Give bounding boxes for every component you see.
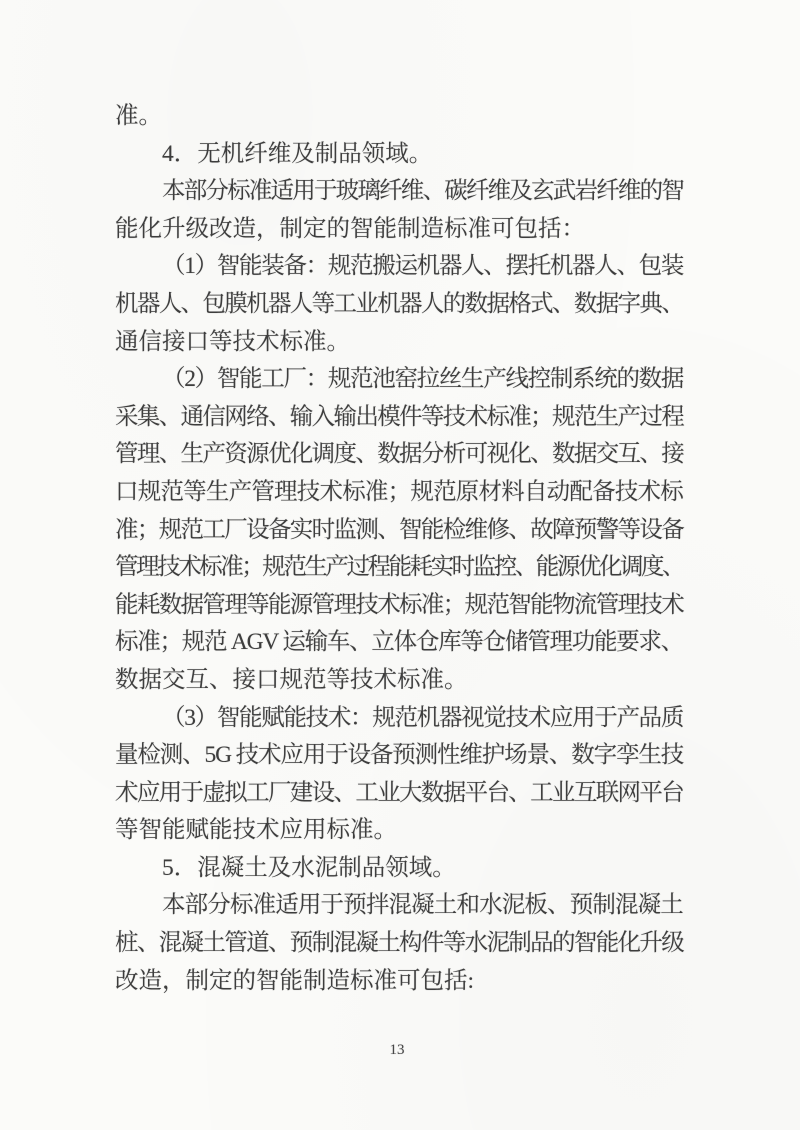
text-line [115,436,683,474]
text-line-content: 准；规范工厂设备实时监测、智能检维修、故障预警等设备 [115,516,684,543]
text-line-content: （3）智能赋能技术：规范机器视觉技术应用于产品质 [162,704,684,731]
text-line [115,963,683,1001]
text-line [115,286,683,324]
text-line [115,812,683,850]
text-line-content: 管理、生产资源优化调度、数据分析可视化、数据交互、接 [115,441,684,468]
text-line [115,361,683,399]
page-number: 13 [389,1042,405,1058]
text-line-content: （1）智能装备：规范搬运机器人、摆托机器人、包装 [162,253,684,280]
text-line [115,98,683,136]
text-line [115,136,683,174]
text-line-content: （2）智能工厂：规范池窑拉丝生产线控制系统的数据 [162,366,684,393]
text-line [115,248,683,286]
text-line-content: 等智能赋能技术应用标准。 [115,817,397,844]
text-line-content: 数据交互、接口规范等技术标准。 [115,666,468,693]
text-line [115,324,683,362]
text-line [115,549,683,587]
text-line [115,925,683,963]
text-line-content: 4．无机纤维及制品领域。 [162,140,433,167]
text-line-content: 能耗数据管理等能源管理技术标准；规范智能物流管理技术 [115,591,684,618]
text-line-content: 本部分标准适用于玻璃纤维、碳纤维及玄武岩纤维的智 [162,178,684,205]
text-line [115,211,683,249]
text-line-content: 机器人、包膜机器人等工业机器人的数据格式、数据字典、 [115,290,684,317]
text-line [115,850,683,888]
text-line [115,474,683,512]
text-line-content: 标准；规范 AGV 运输车、立体仓库等仓储管理功能要求、 [115,629,684,656]
text-line-content: 桩、混凝土管道、预制混凝土构件等水泥制品的智能化升级 [115,930,684,957]
text-line [115,624,683,662]
text-line-content: 口规范等生产管理技术标准；规范原材料自动配备技术标 [115,478,683,505]
text-line [115,173,683,211]
text-line-content: 5．混凝土及水泥制品领域。 [162,854,456,881]
body-text [115,98,683,1000]
text-line-content: 通信接口等技术标准。 [115,328,350,355]
text-line-content: 本部分标准适用于预拌混凝土和水泥板、预制混凝土 [162,892,683,919]
text-line-content: 采集、通信网络、输入输出模件等技术标准；规范生产过程 [115,403,684,430]
text-line [115,399,683,437]
text-line [115,887,683,925]
text-line [115,700,683,738]
text-line [115,737,683,775]
text-line [115,587,683,625]
text-line-content: 量检测、5G 技术应用于设备预测性维护场景、数字孪生技 [115,742,684,769]
text-line-content: 能化升级改造，制定的智能制造标准可包括： [115,215,585,242]
text-line-content: 术应用于虚拟工厂建设、工业大数据平台、工业互联网平台 [115,779,684,806]
text-line [115,775,683,813]
text-line-content: 准。 [115,103,162,129]
text-line-content: 改造，制定的智能制造标准可包括: [115,967,475,994]
text-line [115,662,683,700]
text-line [115,512,683,550]
text-line-content: 管理技术标准；规范生产过程能耗实时监控、能源优化调度、 [115,554,684,581]
